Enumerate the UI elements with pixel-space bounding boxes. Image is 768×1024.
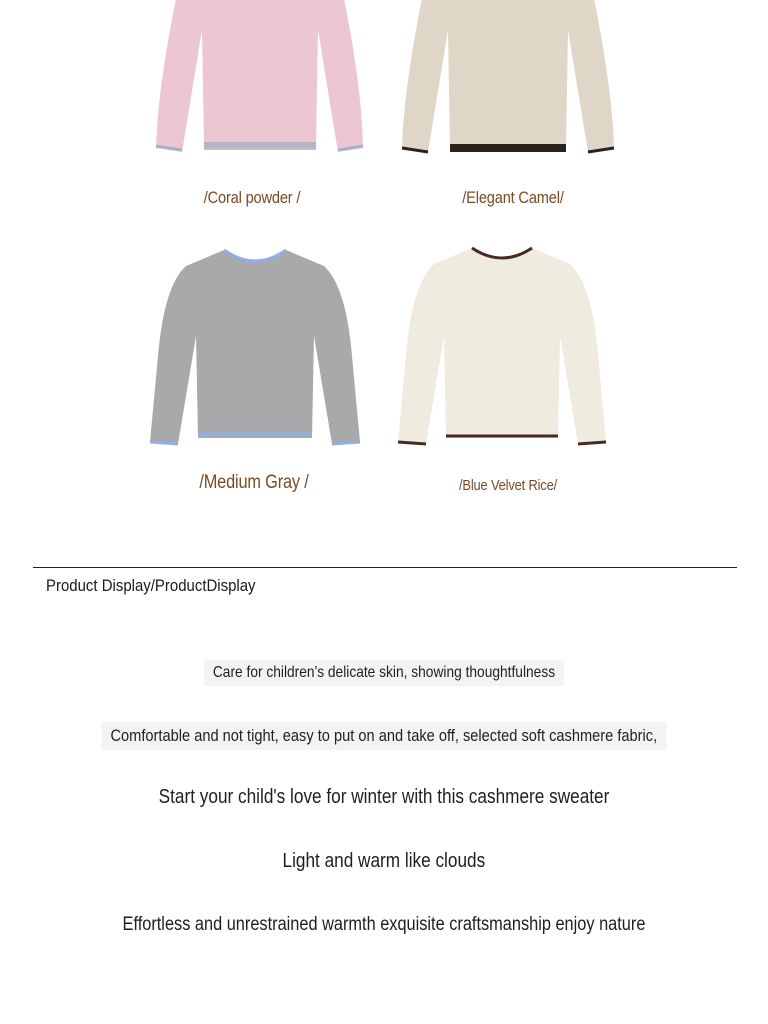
sweater-image-camel bbox=[396, 0, 620, 160]
sweater-image-coral bbox=[148, 0, 370, 160]
feature-line-3: Start your child's love for winter with this cashmere sweater bbox=[158, 786, 610, 808]
product-caption-camel: /Elegant Camel/ bbox=[462, 188, 564, 207]
sweater-image-gray bbox=[146, 246, 364, 450]
product-caption-coral: /Coral powder / bbox=[203, 188, 301, 207]
feature-line-5: Effortless and unrestrained warmth exquisite craftsmanship enjoy nature bbox=[122, 914, 646, 935]
feature-line-4: Light and warm like clouds bbox=[282, 850, 486, 872]
product-caption-gray: /Medium Gray / bbox=[199, 472, 309, 493]
feature-line-1: Care for children's delicate skin, showing thoughtfulness bbox=[0, 660, 768, 686]
product-caption-rice: /Blue Velvet Rice/ bbox=[458, 477, 558, 494]
sweater-image-rice bbox=[394, 244, 610, 450]
feature-line-2: Comfortable and not tight, easy to put on and take off, selected soft cashmere fabric, bbox=[0, 722, 768, 750]
section-divider bbox=[33, 567, 737, 568]
section-title: Product Display/ProductDisplay bbox=[46, 576, 256, 595]
